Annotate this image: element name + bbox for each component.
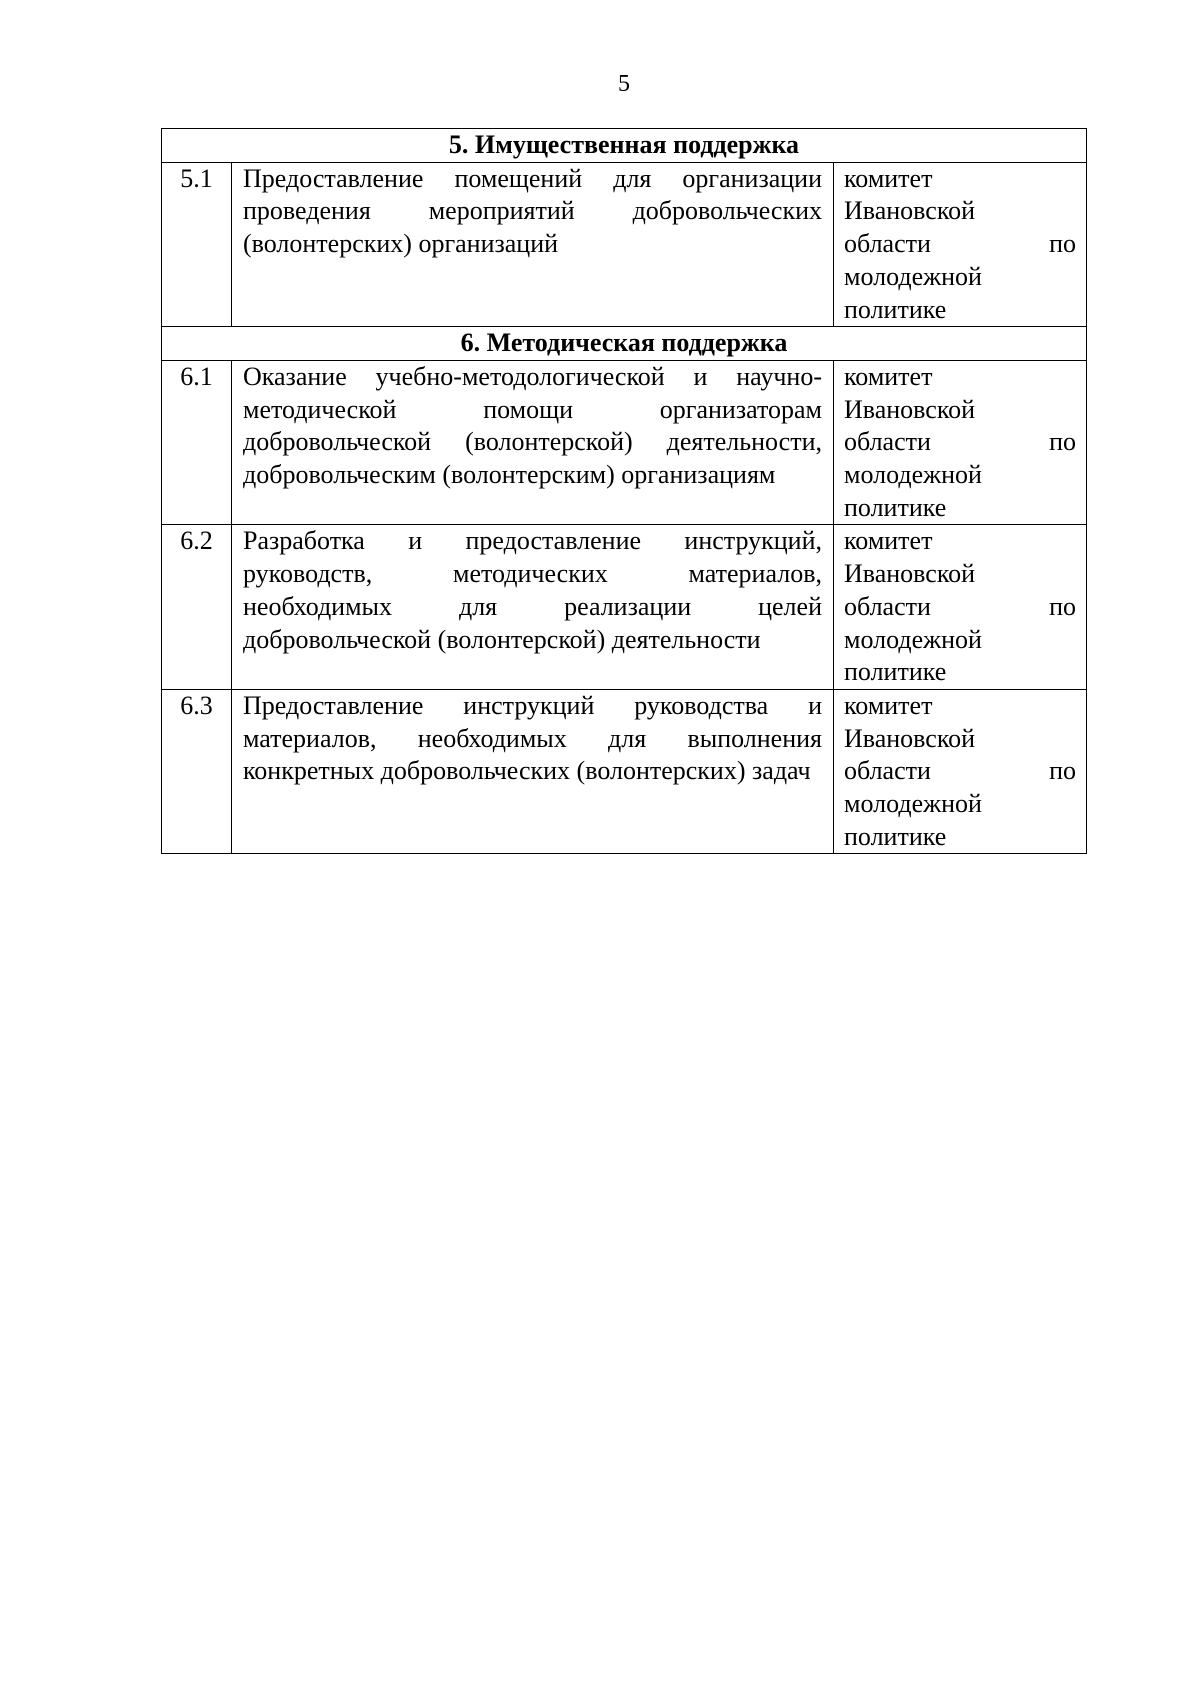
- responsible-line: молодежной: [844, 624, 982, 654]
- responsible-line: молодежной: [844, 460, 982, 490]
- responsible-word: по: [1049, 229, 1076, 259]
- responsible-line: политике: [844, 657, 947, 687]
- measure-description: Предоставление помещений для организации проведения мероприятий добровольческих (волонтерских) организаций: [232, 162, 834, 327]
- row-number: 5.1: [162, 162, 232, 327]
- section-title: 6. Методическая поддержка: [162, 327, 1087, 361]
- responsible-line: Ивановской: [844, 394, 976, 424]
- responsible-line: [844, 591, 1076, 624]
- table-row: [162, 689, 1087, 854]
- table-row: [162, 162, 1087, 327]
- section-header-row: [162, 327, 1087, 361]
- responsible-word: по: [1049, 591, 1076, 621]
- responsible-line: молодежной: [844, 789, 982, 819]
- responsible-word: области: [844, 427, 931, 457]
- measure-description: Оказание учебно-методологической и научно-методической помощи организаторам добровольческой (волонтерской) деятельности, добровольческим (волонтерским) организациям: [232, 360, 834, 525]
- responsible-line: [844, 228, 1076, 261]
- responsible-line: Ивановской: [844, 723, 976, 753]
- responsible-body: [834, 162, 1087, 327]
- responsible-line: комитет: [844, 690, 933, 720]
- section-title: 5. Имущественная поддержка: [162, 129, 1087, 163]
- responsible-word: области: [844, 229, 931, 259]
- responsible-line: [844, 426, 1076, 459]
- responsible-line: молодежной: [844, 261, 982, 291]
- responsible-line: комитет: [844, 361, 933, 391]
- responsible-line: Ивановской: [844, 559, 976, 589]
- section-header-row: [162, 129, 1087, 163]
- table-row: [162, 360, 1087, 525]
- row-number: 6.3: [162, 689, 232, 854]
- measure-description: Предоставление инструкций руководства и материалов, необходимых для выполнения конкретных добровольческих (волонтерских) задач: [232, 689, 834, 854]
- responsible-body: [834, 689, 1087, 854]
- measure-description: Разработка и предоставление инструкций, руководств, методических материалов, необходимых для реализации целей добровольческой (волонтерской) деятельности: [232, 525, 834, 690]
- responsible-body: [834, 360, 1087, 525]
- responsible-line: комитет: [844, 526, 933, 556]
- responsible-line: комитет: [844, 163, 933, 193]
- table-row: [162, 525, 1087, 690]
- responsible-body: [834, 525, 1087, 690]
- responsible-word: по: [1049, 756, 1076, 786]
- responsible-word: области: [844, 756, 931, 786]
- responsible-line: [844, 755, 1076, 788]
- page-number: 5: [618, 71, 630, 97]
- support-measures-table: [161, 128, 1087, 854]
- responsible-line: политике: [844, 294, 947, 324]
- row-number: 6.1: [162, 360, 232, 525]
- responsible-line: политике: [844, 492, 947, 522]
- responsible-word: области: [844, 591, 931, 621]
- responsible-word: по: [1049, 427, 1076, 457]
- responsible-line: политике: [844, 821, 947, 851]
- row-number: 6.2: [162, 525, 232, 690]
- responsible-line: Ивановской: [844, 196, 976, 226]
